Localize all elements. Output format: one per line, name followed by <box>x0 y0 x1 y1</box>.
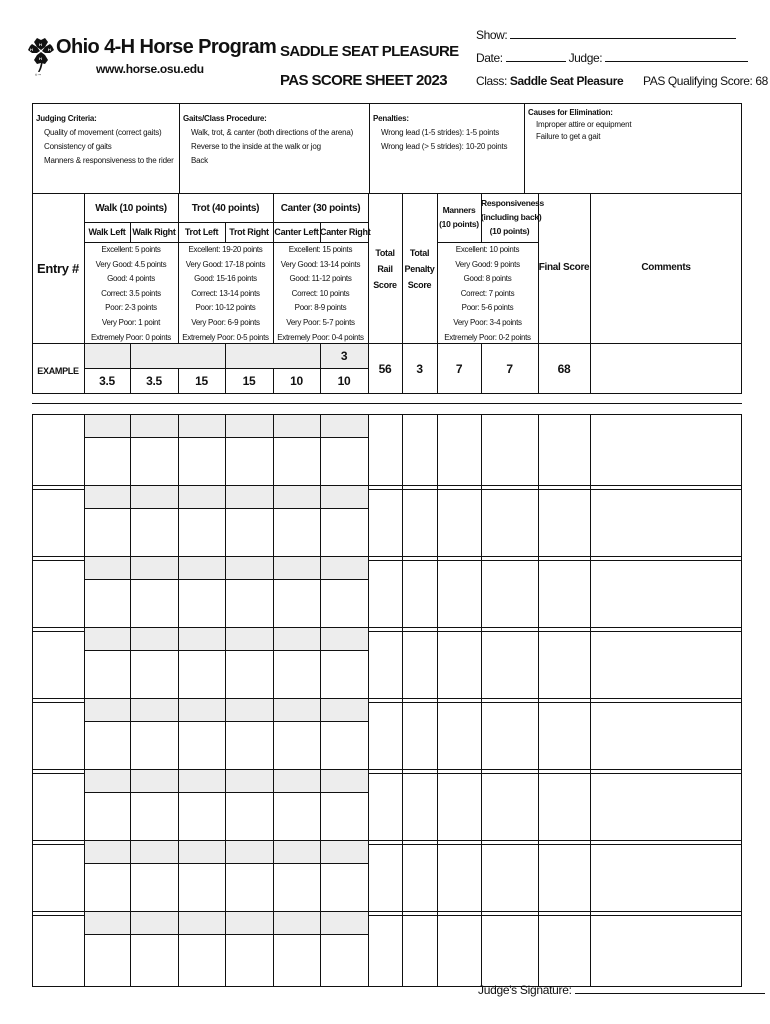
score-cell-canter-right[interactable] <box>321 438 368 489</box>
score-cell-walk-left[interactable] <box>85 651 130 702</box>
elimination-heading: Causes for Elimination: <box>528 108 613 117</box>
example-walk-left: 3.5 <box>99 374 115 388</box>
score-cell-walk-left[interactable] <box>85 793 130 844</box>
example-label: EXAMPLE <box>37 366 79 376</box>
score-cell-canter-left[interactable] <box>274 651 320 702</box>
score-cell-walk-left[interactable] <box>85 438 130 489</box>
penalties-heading: Penalties: <box>373 114 409 123</box>
svg-text:® ™: ® ™ <box>35 73 42 77</box>
score-cell-trot-right[interactable] <box>226 580 273 631</box>
trot-left-header: Trot Left <box>184 227 219 237</box>
score-cell-walk-right[interactable] <box>131 935 178 986</box>
elimination-item: Improper attire or equipment <box>536 120 632 129</box>
score-cell-canter-left[interactable] <box>274 509 320 560</box>
trot-criteria-list: Excellent: 19-20 points Very Good: 17-18 points Good: 15-16 points Correct: 13-14 points Poor: 10-12 points Very Poor: 6-9 points Extremely Poor: 0-5 points <box>182 245 269 342</box>
score-cell-walk-left[interactable] <box>85 580 130 631</box>
penalty-strip[interactable] <box>85 699 368 721</box>
elimination-item: Failure to get a gait <box>536 132 601 141</box>
penalty-strip[interactable] <box>85 557 368 579</box>
judging-criteria-item: Manners & responsiveness to the rider <box>44 156 174 165</box>
penalties-item: Wrong lead (1-5 strides): 1-5 points <box>381 128 500 137</box>
score-cell-canter-right[interactable] <box>321 651 368 702</box>
judging-criteria-heading: Judging Criteria: <box>36 114 97 123</box>
score-cell-canter-left[interactable] <box>274 580 320 631</box>
canter-criteria-list: Excellent: 15 points Very Good: 13-14 points Good: 11-12 points Correct: 10 points Poor: 8-9 points Very Poor: 5-7 points Extremely Poor: 0-4 points <box>277 245 364 342</box>
score-cell-canter-right[interactable] <box>321 864 368 915</box>
judging-criteria-item: Consistency of gaits <box>44 142 112 151</box>
example-responsiveness: 7 <box>506 362 513 376</box>
qualifying-value: 68 <box>755 74 768 88</box>
brand-url: www.horse.osu.edu <box>96 62 204 76</box>
score-cell-canter-left[interactable] <box>274 864 320 915</box>
penalties-section <box>370 104 525 193</box>
score-cell-walk-right[interactable] <box>131 651 178 702</box>
score-cell-walk-right[interactable] <box>131 438 178 489</box>
score-cell-trot-right[interactable] <box>226 864 273 915</box>
score-cell-canter-left[interactable] <box>274 722 320 773</box>
score-cell-trot-right[interactable] <box>226 793 273 844</box>
example-trot-right: 15 <box>242 374 256 388</box>
manners-header: Manners (10 points) <box>439 205 479 229</box>
qualifying-score <box>643 74 768 88</box>
score-cell-trot-right[interactable] <box>226 651 273 702</box>
penalty-strip[interactable] <box>85 415 368 437</box>
trot-group-header: Trot (40 points) <box>191 203 260 214</box>
class-value: Saddle Seat Pleasure <box>509 74 624 88</box>
judge-label: Judge: <box>568 51 603 65</box>
score-cell-trot-left[interactable] <box>179 651 225 702</box>
criteria-info-box <box>32 103 742 194</box>
date-judge-field <box>476 51 748 65</box>
judge-signature-blank[interactable] <box>575 983 765 994</box>
walk-group-header: Walk (10 points) <box>95 203 167 214</box>
judging-criteria-section <box>33 104 180 193</box>
score-cell-trot-right[interactable] <box>226 722 273 773</box>
example-total-penalty: 3 <box>416 362 423 376</box>
manners-criteria-list: Excellent: 10 points Very Good: 9 points Good: 8 points Correct: 7 points Poor: 5-6 points Very Poor: 3-4 points Extremely Poor: 0-2 points <box>444 245 531 342</box>
score-cell-trot-left[interactable] <box>179 935 225 986</box>
example-canter-right: 10 <box>337 374 351 388</box>
example-total-rail: 56 <box>378 362 392 376</box>
score-cell-canter-right[interactable] <box>321 722 368 773</box>
score-cell-canter-left[interactable] <box>274 935 320 986</box>
total-penalty-header: Total Penalty Score <box>404 248 435 290</box>
score-cell-walk-right[interactable] <box>131 509 178 560</box>
score-cell-canter-right[interactable] <box>321 793 368 844</box>
example-walk-right: 3.5 <box>146 374 162 388</box>
gaits-procedure-item: Reverse to the inside at the walk or jog <box>191 142 321 151</box>
judging-criteria-item: Quality of movement (correct gaits) <box>44 128 162 137</box>
penalty-strip[interactable] <box>85 770 368 792</box>
svg-text:H: H <box>30 47 33 52</box>
penalty-strip[interactable] <box>85 486 368 508</box>
penalty-strip[interactable] <box>85 912 368 934</box>
four-h-clover-logo <box>26 36 56 78</box>
score-cell-walk-left[interactable] <box>85 722 130 773</box>
total-rail-header: Total Rail Score <box>373 248 397 290</box>
gaits-procedure-item: Back <box>191 156 208 165</box>
score-cell-walk-left[interactable] <box>85 864 130 915</box>
document-title-line2: PAS SCORE SHEET 2023 <box>280 72 447 89</box>
class-label: Class: <box>476 74 507 88</box>
show-label: Show: <box>476 28 508 42</box>
svg-text:H: H <box>48 47 51 52</box>
gaits-procedure-heading: Gaits/Class Procedure: <box>183 114 267 123</box>
score-cell-trot-right[interactable] <box>226 935 273 986</box>
score-cell-canter-right[interactable] <box>321 509 368 560</box>
svg-text:H: H <box>39 42 42 47</box>
score-cell-trot-right[interactable] <box>226 438 273 489</box>
example-canter-right-penalty: 3 <box>340 349 348 363</box>
entry-number-header: Entry # <box>37 261 79 276</box>
example-canter-left: 10 <box>290 374 303 388</box>
final-score-header: Final Score <box>538 262 590 273</box>
gaits-procedure-section <box>180 104 370 193</box>
score-cell-trot-left[interactable] <box>179 864 225 915</box>
example-manners: 7 <box>455 362 463 376</box>
score-cell-canter-right[interactable] <box>321 935 368 986</box>
score-cell-walk-right[interactable] <box>131 864 178 915</box>
score-cell-walk-right[interactable] <box>131 580 178 631</box>
qualifying-label: PAS Qualifying Score: <box>643 74 753 88</box>
canter-left-header: Canter Left <box>274 227 319 237</box>
walk-criteria-list: Excellent: 5 points Very Good: 4.5 points Good: 4 points Correct: 3.5 points Poor: 2-3 points Very Poor: 1 point Extremely Poor: 0 points <box>91 245 171 342</box>
gaits-procedure-item: Walk, trot, & canter (both directions of the arena) <box>191 128 354 137</box>
score-cell-walk-left[interactable] <box>85 509 130 560</box>
document-title-line1: SADDLE SEAT PLEASURE <box>280 43 459 60</box>
score-cell-trot-left[interactable] <box>179 722 225 773</box>
date-label: Date: <box>476 51 503 65</box>
svg-text:H: H <box>39 56 42 61</box>
date-blank[interactable] <box>506 51 566 62</box>
example-final-score: 68 <box>557 362 571 376</box>
canter-right-header: Canter Right <box>320 227 371 237</box>
comments-header: Comments <box>641 262 691 273</box>
score-cell-canter-right[interactable] <box>321 580 368 631</box>
penalty-strip[interactable] <box>85 628 368 650</box>
walk-left-header: Walk Left <box>88 227 126 237</box>
class-field <box>476 74 623 88</box>
responsiveness-header: Responsiveness (including back) (10 points) <box>481 198 544 236</box>
score-cell-walk-right[interactable] <box>131 793 178 844</box>
brand-title: Ohio 4-H Horse Program <box>56 36 277 58</box>
elimination-section <box>525 104 743 193</box>
judge-blank[interactable] <box>605 51 748 62</box>
score-cell-canter-left[interactable] <box>274 793 320 844</box>
judge-signature-label: Judge's Signature: <box>478 983 572 997</box>
penalty-strip[interactable] <box>85 841 368 863</box>
show-field <box>476 28 736 42</box>
score-cell-walk-right[interactable] <box>131 722 178 773</box>
show-blank[interactable] <box>510 28 736 39</box>
penalties-item: Wrong lead (> 5 strides): 10-20 points <box>381 142 508 151</box>
walk-right-header: Walk Right <box>132 227 176 237</box>
score-cell-trot-left[interactable] <box>179 793 225 844</box>
score-cell-trot-left[interactable] <box>179 509 225 560</box>
score-cell-walk-left[interactable] <box>85 935 130 986</box>
score-cell-trot-left[interactable] <box>179 580 225 631</box>
judge-signature-field <box>478 983 765 997</box>
score-cell-canter-left[interactable] <box>274 438 320 489</box>
trot-right-header: Trot Right <box>229 227 269 237</box>
score-cell-trot-right[interactable] <box>226 509 273 560</box>
score-cell-trot-left[interactable] <box>179 438 225 489</box>
canter-group-header: Canter (30 points) <box>280 203 361 214</box>
example-trot-left: 15 <box>195 374 208 388</box>
